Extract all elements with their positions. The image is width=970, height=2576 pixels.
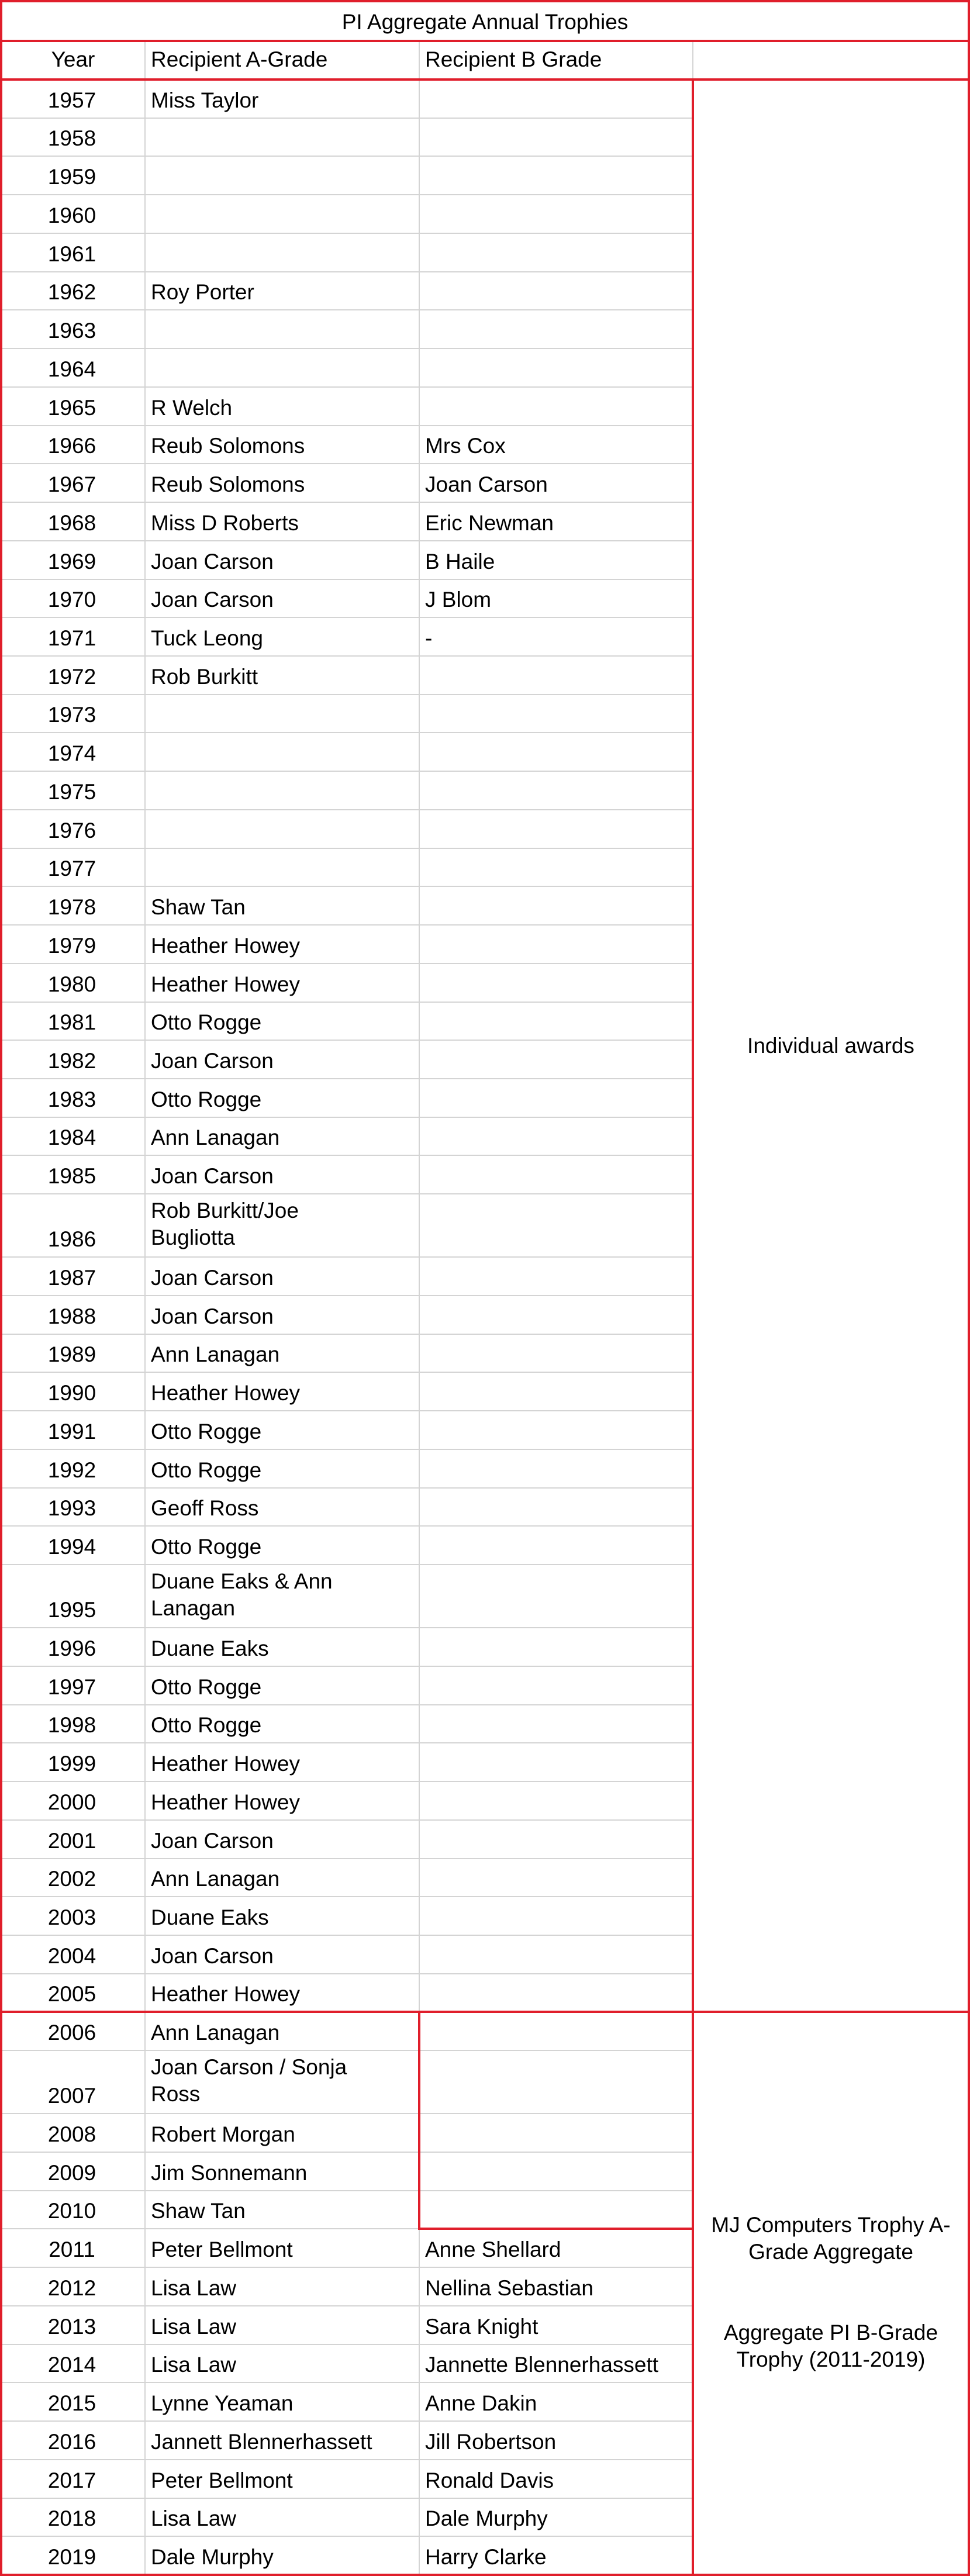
row-divider <box>1 425 693 426</box>
a-grade-cell: Duane Eaks & Ann Lanagan <box>151 1569 333 1621</box>
row-divider <box>1 1449 693 1450</box>
year-cell: 2014 <box>47 2353 96 2377</box>
row-divider <box>1 194 693 195</box>
a-grade-cell: Robert Morgan <box>151 2122 295 2146</box>
row-divider <box>1 617 693 618</box>
red-border <box>0 2574 970 2576</box>
year-cell: 1994 <box>47 1535 96 1559</box>
a-grade-cell: Heather Howey <box>151 972 301 996</box>
year-cell: 2008 <box>47 2122 96 2146</box>
a-grade-cell: Reub Solomons <box>151 434 305 458</box>
row-divider <box>1 463 693 464</box>
year-cell: 2011 <box>49 2237 95 2262</box>
b-grade-cell: Nellina Sebastian <box>425 2275 593 2300</box>
year-cell: 2000 <box>47 1790 96 1814</box>
b-grade-cell: Anne Shellard <box>425 2237 561 2262</box>
row-divider <box>1 502 693 503</box>
year-cell: 1984 <box>47 1125 96 1150</box>
year-cell: 1978 <box>47 895 96 920</box>
red-border <box>0 0 2 2575</box>
mj-computers-trophy-note: MJ Computers Trophy A-Grade Aggregate <box>711 2212 951 2264</box>
year-cell: 1958 <box>47 126 96 151</box>
a-grade-cell: Ann Lanagan <box>151 1867 280 1891</box>
a-grade-cell: Joan Carson <box>151 588 274 612</box>
a-grade-cell: Ann Lanagan <box>151 1342 280 1367</box>
a-grade-cell: Otto Rogge <box>151 1674 262 1699</box>
row-divider <box>1 694 693 695</box>
year-cell: 1963 <box>47 319 96 343</box>
year-cell: 1959 <box>47 165 96 189</box>
year-cell: 1973 <box>47 703 96 727</box>
b-grade-trophy-note: Aggregate PI B-Grade Trophy (2011-2019) <box>723 2320 938 2371</box>
year-cell: 1957 <box>47 88 96 112</box>
column-divider <box>144 41 146 2575</box>
year-cell: 1967 <box>47 472 96 497</box>
year-cell: 1992 <box>47 1458 96 1482</box>
row-divider <box>1 309 693 310</box>
a-grade-cell: Rob Burkitt <box>151 664 258 689</box>
table-title: PI Aggregate Annual Trophies <box>341 10 629 34</box>
year-cell: 1981 <box>47 1010 96 1035</box>
year-cell: 1993 <box>47 1496 96 1521</box>
a-grade-cell: Tuck Leong <box>151 626 263 650</box>
red-border <box>692 80 694 2575</box>
row-divider <box>1 2382 693 2383</box>
a-grade-cell: Lisa Law <box>151 2275 237 2300</box>
row-divider <box>1 1256 693 1258</box>
a-grade-cell: Joan Carson <box>151 1828 274 1853</box>
b-grade-cell: Dale Murphy <box>425 2506 548 2531</box>
row-divider <box>1 118 693 119</box>
b-grade-cell: Joan Carson <box>425 472 548 497</box>
year-cell: 2017 <box>47 2468 96 2492</box>
row-divider <box>1 1627 693 1628</box>
a-grade-cell: Ann Lanagan <box>151 1125 280 1150</box>
row-divider <box>1 771 693 772</box>
year-cell: 1971 <box>47 626 96 650</box>
year-cell: 1982 <box>47 1049 96 1073</box>
row-divider <box>1 2050 693 2051</box>
a-grade-cell: Shaw Tan <box>151 895 246 920</box>
row-divider <box>1 2536 693 2537</box>
row-divider <box>1 924 693 926</box>
year-cell: 1980 <box>47 972 96 996</box>
red-border <box>0 78 970 81</box>
a-grade-cell: Shaw Tan <box>151 2199 246 2223</box>
a-grade-cell: Lisa Law <box>151 2506 237 2531</box>
year-cell: 1997 <box>47 1674 96 1699</box>
row-divider <box>1 156 693 157</box>
row-divider <box>1 963 693 964</box>
year-cell: 2015 <box>47 2391 96 2416</box>
row-divider <box>1 1334 693 1335</box>
a-grade-cell: Joan Carson / Sonja Ross <box>151 2055 347 2107</box>
year-cell: 2018 <box>47 2506 96 2531</box>
b-grade-cell: Harry Clarke <box>425 2545 547 2569</box>
a-grade-cell: Joan Carson <box>151 1265 274 1290</box>
year-cell: 2001 <box>47 1828 96 1853</box>
individual-awards-note: Individual awards <box>747 1033 914 1058</box>
a-grade-cell: Lynne Yeaman <box>151 2391 294 2416</box>
year-cell: 1968 <box>47 510 96 535</box>
a-grade-cell: Heather Howey <box>151 1982 301 2007</box>
red-border <box>0 40 970 42</box>
year-cell: 2019 <box>47 2545 96 2569</box>
year-cell: 1979 <box>47 933 96 958</box>
year-cell: 2004 <box>47 1943 96 1968</box>
a-grade-cell: Otto Rogge <box>151 1713 262 1738</box>
row-divider <box>1 1525 693 1527</box>
a-grade-cell: Heather Howey <box>151 1381 301 1406</box>
year-cell: 1972 <box>47 664 96 689</box>
row-divider <box>1 2305 693 2306</box>
row-divider <box>1 1742 693 1743</box>
a-grade-cell: Duane Eaks <box>151 1905 269 1929</box>
row-divider <box>1 1078 693 1079</box>
a-grade-cell: Reub Solomons <box>151 472 305 497</box>
year-cell: 1975 <box>47 779 96 804</box>
a-grade-cell: Peter Bellmont <box>151 2468 293 2492</box>
row-divider <box>1 886 693 887</box>
a-grade-cell: Joan Carson <box>151 1304 274 1328</box>
row-divider <box>1 2344 693 2345</box>
row-divider <box>1 271 693 272</box>
b-grade-cell: B Haile <box>425 549 495 574</box>
header-a-grade: Recipient A-Grade <box>151 47 328 71</box>
year-cell: 1970 <box>47 588 96 612</box>
a-grade-cell: Jannett Blennerhassett <box>151 2429 372 2454</box>
row-divider <box>1 1117 693 1118</box>
row-divider <box>1 1704 693 1705</box>
a-grade-cell: Peter Bellmont <box>151 2237 293 2262</box>
row-divider <box>1 2152 693 2153</box>
year-cell: 2007 <box>47 2084 96 2108</box>
row-divider <box>1 848 693 849</box>
a-grade-cell: Jim Sonnemann <box>151 2160 308 2185</box>
a-grade-cell: Duane Eaks <box>151 1636 269 1660</box>
year-cell: 2012 <box>47 2275 96 2300</box>
b-grade-cell: Jill Robertson <box>425 2429 557 2454</box>
year-cell: 1969 <box>47 549 96 574</box>
row-divider <box>1 348 693 349</box>
row-divider <box>1 1858 693 1859</box>
year-cell: 1999 <box>47 1752 96 1776</box>
a-grade-cell: Heather Howey <box>151 1752 301 1776</box>
row-divider <box>1 386 693 388</box>
year-cell: 1987 <box>47 1265 96 1290</box>
year-cell: 1983 <box>47 1087 96 1111</box>
year-cell: 2010 <box>47 2199 96 2223</box>
year-cell: 2009 <box>47 2160 96 2185</box>
row-divider <box>1 809 693 810</box>
row-divider <box>1 2420 693 2422</box>
red-border <box>0 2011 970 2013</box>
a-grade-cell: Otto Rogge <box>151 1458 262 1482</box>
year-cell: 2003 <box>47 1905 96 1929</box>
a-grade-cell: Heather Howey <box>151 1790 301 1814</box>
year-cell: 1996 <box>47 1636 96 1660</box>
year-cell: 1988 <box>47 1304 96 1328</box>
a-grade-cell: Otto Rogge <box>151 1419 262 1444</box>
row-divider <box>1 2498 693 2499</box>
row-divider <box>1 1781 693 1782</box>
year-cell: 2016 <box>47 2429 96 2454</box>
row-divider <box>1 1002 693 1003</box>
row-divider <box>1 655 693 657</box>
red-border <box>418 2228 693 2230</box>
year-cell: 1977 <box>47 857 96 881</box>
a-grade-cell: Joan Carson <box>151 1943 274 1968</box>
year-cell: 2002 <box>47 1867 96 1891</box>
a-grade-cell: Otto Rogge <box>151 1010 262 1035</box>
a-grade-cell: Ann Lanagan <box>151 2021 280 2045</box>
row-divider <box>1 1666 693 1667</box>
red-border <box>968 0 970 2575</box>
row-divider <box>1 2113 693 2114</box>
a-grade-cell: Lisa Law <box>151 2314 237 2339</box>
year-cell: 1974 <box>47 741 96 766</box>
row-divider <box>1 1973 693 1974</box>
a-grade-cell: R Welch <box>151 395 233 420</box>
year-cell: 1964 <box>47 357 96 381</box>
row-divider <box>1 540 693 541</box>
row-divider <box>1 1896 693 1897</box>
row-divider <box>1 1487 693 1489</box>
a-grade-cell: Roy Porter <box>151 280 254 305</box>
year-cell: 1998 <box>47 1713 96 1738</box>
row-divider <box>1 1193 693 1194</box>
year-cell: 1990 <box>47 1381 96 1406</box>
year-cell: 2006 <box>47 2021 96 2045</box>
a-grade-cell: Miss Taylor <box>151 88 259 112</box>
b-grade-cell: Sara Knight <box>425 2314 538 2339</box>
b-grade-cell: Eric Newman <box>425 510 554 535</box>
b-grade-cell: Mrs Cox <box>425 434 506 458</box>
b-grade-cell: - <box>425 626 433 650</box>
year-cell: 1962 <box>47 280 96 305</box>
a-grade-cell: Geoff Ross <box>151 1496 259 1521</box>
a-grade-cell: Otto Rogge <box>151 1087 262 1111</box>
row-divider <box>1 732 693 733</box>
red-border <box>418 2012 420 2229</box>
a-grade-cell: Dale Murphy <box>151 2545 274 2569</box>
row-divider <box>1 1935 693 1936</box>
row-divider <box>1 1410 693 1411</box>
row-divider <box>1 1295 693 1296</box>
a-grade-cell: Joan Carson <box>151 549 274 574</box>
red-border <box>0 0 970 2</box>
a-grade-cell: Joan Carson <box>151 1164 274 1189</box>
row-divider <box>1 2190 693 2191</box>
row-divider <box>1 2459 693 2460</box>
row-divider <box>1 1372 693 1373</box>
b-grade-cell: Ronald Davis <box>425 2468 554 2492</box>
header-b-grade: Recipient B Grade <box>425 47 602 71</box>
year-cell: 1995 <box>47 1598 96 1622</box>
row-divider <box>1 579 693 580</box>
year-cell: 1965 <box>47 395 96 420</box>
a-grade-cell: Miss D Roberts <box>151 510 299 535</box>
row-divider <box>1 1155 693 1156</box>
a-grade-cell: Heather Howey <box>151 933 301 958</box>
b-grade-cell: J Blom <box>425 588 492 612</box>
row-divider <box>1 233 693 234</box>
year-cell: 1976 <box>47 818 96 842</box>
year-cell: 1991 <box>47 1419 96 1444</box>
a-grade-cell: Joan Carson <box>151 1049 274 1073</box>
year-cell: 1961 <box>47 241 96 266</box>
year-cell: 2013 <box>47 2314 96 2339</box>
a-grade-cell: Lisa Law <box>151 2353 237 2377</box>
b-grade-cell: Anne Dakin <box>425 2391 537 2416</box>
a-grade-cell: Rob Burkitt/Joe Bugliotta <box>151 1199 299 1250</box>
year-cell: 1985 <box>47 1164 96 1189</box>
header-year: Year <box>51 47 95 71</box>
year-cell: 1966 <box>47 434 96 458</box>
row-divider <box>1 2267 693 2268</box>
year-cell: 2005 <box>47 1982 96 2007</box>
a-grade-cell: Otto Rogge <box>151 1535 262 1559</box>
row-divider <box>1 1819 693 1821</box>
year-cell: 1986 <box>47 1227 96 1252</box>
row-divider <box>1 1564 693 1565</box>
b-grade-cell: Jannette Blennerhassett <box>425 2353 659 2377</box>
year-cell: 1989 <box>47 1342 96 1367</box>
row-divider <box>1 1040 693 1041</box>
year-cell: 1960 <box>47 203 96 227</box>
